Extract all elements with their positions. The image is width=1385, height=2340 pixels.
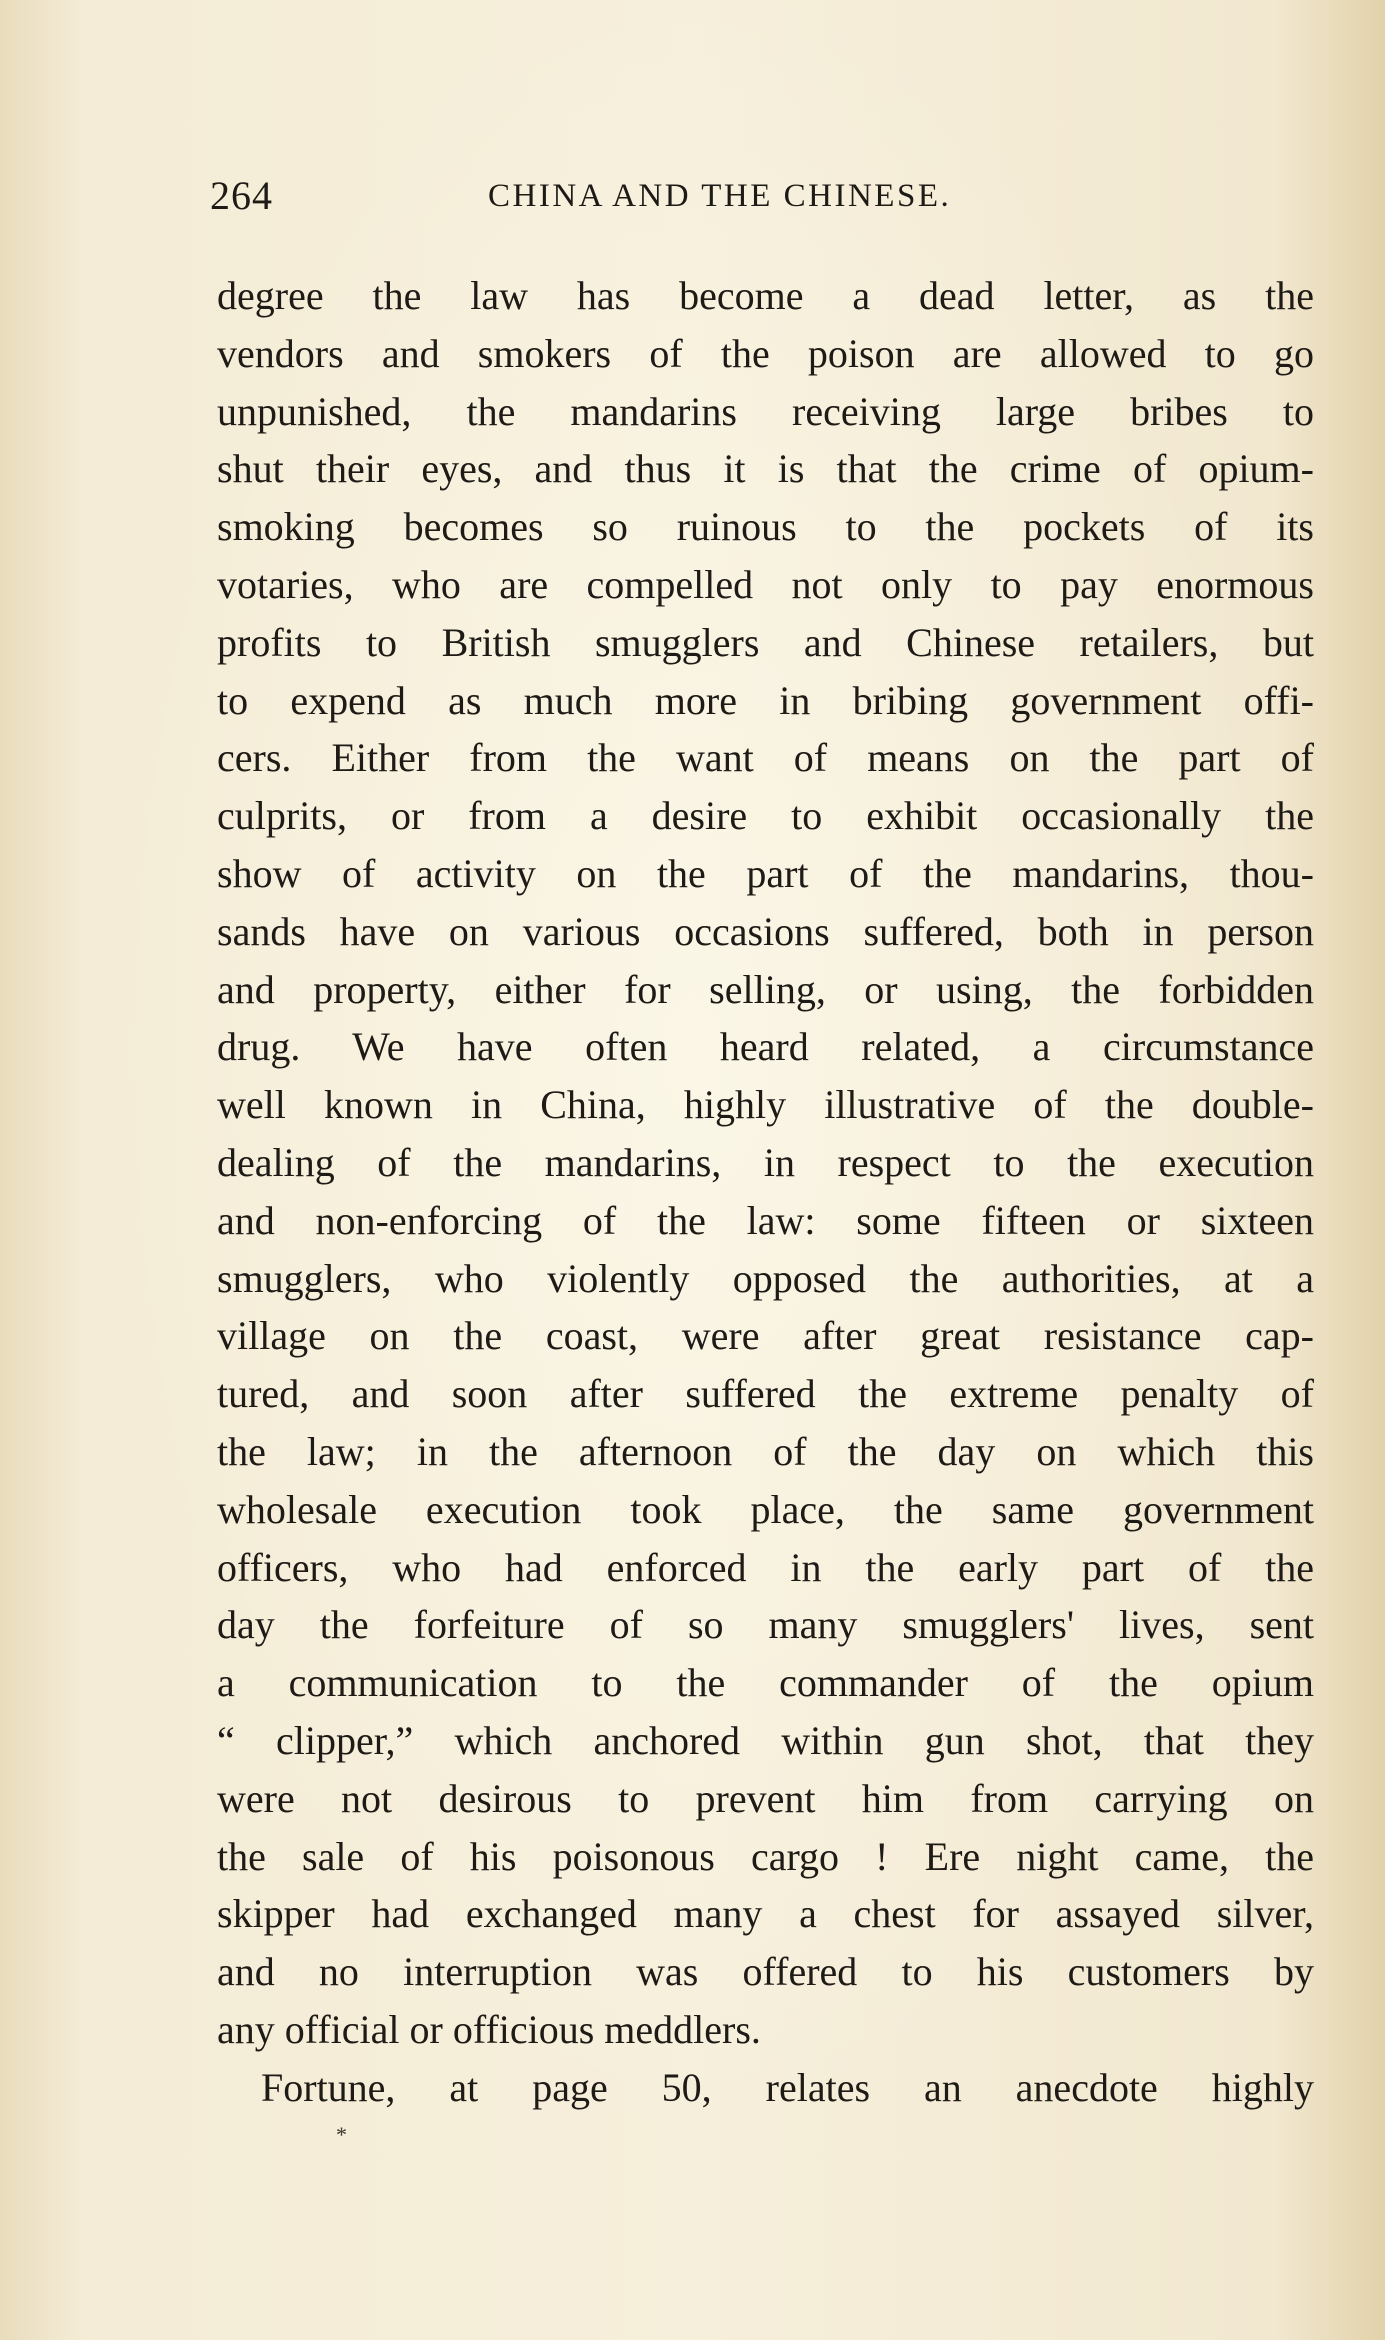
text-line: show of activity on the part of the mandarins, thou- xyxy=(217,850,1314,896)
text-line: cers. Either from the want of means on the part of xyxy=(217,735,1314,781)
text-line: the law; in the afternoon of the day on which this xyxy=(217,1428,1314,1474)
text-line: wholesale execution took place, the same government xyxy=(217,1486,1314,1532)
text-line: unpunished, the mandarins receiving large bribes to xyxy=(217,388,1314,434)
paragraph-start-line: Fortune, at page 50, relates an anecdote highly xyxy=(261,2064,1314,2110)
text-line: and no interruption was offered to his customers by xyxy=(217,1949,1314,1995)
text-line: dealing of the mandarins, in respect to the execution xyxy=(217,1139,1314,1185)
text-line: tured, and soon after suffered the extreme penalty of xyxy=(217,1371,1314,1417)
text-line: degree the law has become a dead letter, as the xyxy=(217,273,1314,318)
running-title: CHINA AND THE CHINESE. xyxy=(488,178,952,214)
text-line: votaries, who are compelled not only to pay enormous xyxy=(217,561,1314,607)
text-line: a communication to the commander of the opium xyxy=(217,1660,1314,1706)
text-line: smoking becomes so ruinous to the pockets of its xyxy=(217,504,1314,550)
text-line: were not desirous to prevent him from carrying on xyxy=(217,1775,1314,1821)
text-line: and property, either for selling, or using, the forbidden xyxy=(217,966,1314,1012)
signature-mark: * xyxy=(336,2122,347,2147)
text-line: officers, who had enforced in the early part of the xyxy=(217,1544,1314,1590)
text-line: “ clipper,” which anchored within gun shot, that they xyxy=(217,1717,1314,1763)
page-number: 264 xyxy=(210,173,273,218)
paragraph-end-line: any official or officious meddlers. xyxy=(217,2006,761,2052)
text-line: to expend as much more in bribing government offi- xyxy=(217,677,1314,723)
text-line: well known in China, highly illustrative of the double- xyxy=(217,1082,1314,1128)
page-header xyxy=(210,172,1310,232)
text-line: and non-enforcing of the law: some fifteen or sixteen xyxy=(217,1197,1314,1243)
text-line: shut their eyes, and thus it is that the crime of opium- xyxy=(217,446,1314,492)
text-line: culprits, or from a desire to exhibit occasionally the xyxy=(217,793,1314,839)
text-line: village on the coast, were after great resistance cap- xyxy=(217,1313,1314,1359)
body-text xyxy=(217,267,1314,2117)
text-line: the sale of his poisonous cargo ! Ere night came, the xyxy=(217,1833,1314,1879)
text-line: day the forfeiture of so many smugglers' lives, sent xyxy=(217,1602,1314,1648)
text-line: sands have on various occasions suffered, both in person xyxy=(217,908,1314,954)
text-line: profits to British smugglers and Chinese retailers, but xyxy=(217,619,1314,665)
text-line: skipper had exchanged many a chest for assayed silver, xyxy=(217,1891,1314,1937)
text-line: smugglers, who violently opposed the authorities, at a xyxy=(217,1255,1314,1301)
text-line: drug. We have often heard related, a circumstance xyxy=(217,1024,1314,1070)
text-line: vendors and smokers of the poison are allowed to go xyxy=(217,330,1314,376)
